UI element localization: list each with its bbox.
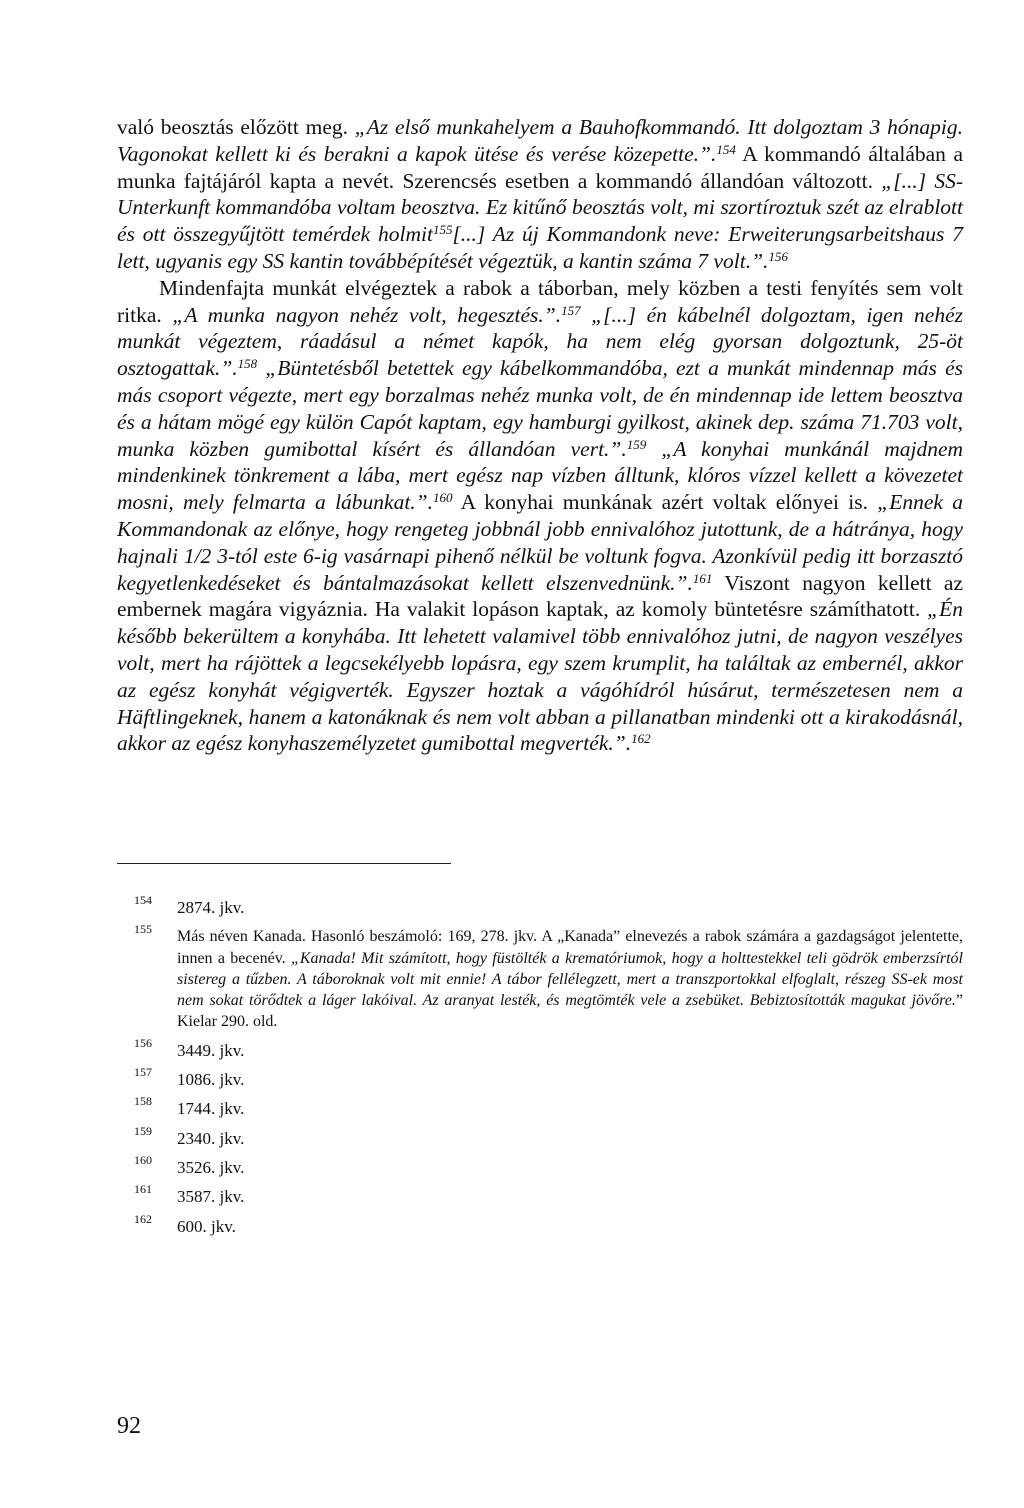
footnote-text: Más néven Kanada. Hasonló beszámoló: 169, 278. jkv. A „Kanada” elnevezés a rabok számára a gazdagságot jelentette, innen a becenév. <box>177 928 963 967</box>
footnotes <box>117 893 963 1245</box>
footnote-number: 158 <box>134 1094 152 1109</box>
text-run: való beosztás előzött meg. <box>117 115 355 139</box>
footnote-157 <box>117 1065 963 1091</box>
footnote-ref-156: 156 <box>768 248 788 264</box>
footnote-156 <box>117 1035 963 1062</box>
page-number: 92 <box>117 1413 141 1439</box>
footnote-quote: „Kanada! Mit számított, hogy füstölték a krematóriumok, hogy a holttestekkel teli gödrök emberzsírtól sistereg a tűzben. A táboroknak volt mit ennie! A tábor fellélegzett, mert a transzportokkal elfoglalt, részeg SS-ek most nem sokat törődtek a láger lakóival. Az aranyat lesték, és megtömték vele a zsebüket. Bebiztosították magukat jövőre. <box>177 949 963 1010</box>
footnote-text: ” Kielar 290. old. <box>177 992 963 1031</box>
footnote-text: 1086. jkv. <box>177 1070 245 1090</box>
quote-run: „Büntetésből betettek egy kábelkommandóba, ezt a munkát mindennap más és más csoport végezte, mert egy borzalmas nehéz munka volt, de én mindennap ide lettem beosztva és a hátam mögé egy külön Capót kaptam, egy hamburgi gyilkost, akinek dep. száma 71.703 volt, munka közben gumibottal kísért és állandóan vert.”. <box>117 356 963 461</box>
footnote-ref-155: 155 <box>432 222 453 238</box>
text-run: Mindenfajta munkát elvégeztek a rabok a táborban, mely közben a testi fenyítés sem volt ritka. <box>117 275 963 327</box>
footnote-ref-157: 157 <box>561 302 581 318</box>
footnote-154 <box>117 893 963 919</box>
footnote-number: 161 <box>134 1182 152 1197</box>
footnote-162 <box>117 1211 963 1238</box>
footnote-155 <box>117 922 963 1032</box>
footnote-number: 157 <box>134 1065 152 1080</box>
footnote-161 <box>117 1182 963 1208</box>
footnote-separator <box>117 863 451 864</box>
quote-run: „A munka nagyon nehéz volt, hegesztés.”. <box>172 302 562 327</box>
paragraph-1 <box>117 114 963 275</box>
footnote-number: 155 <box>134 922 152 937</box>
quote-run: [...] Az új Kommandonk neve: Erweiterungsarbeitshaus 7 lett, ugyanis egy SS kantin továbbépítését végeztük, a kantin száma 7 volt.”. <box>117 222 964 273</box>
footnote-text: 2874. jkv. <box>177 898 245 917</box>
footnote-text: 3587. jkv. <box>177 1187 245 1207</box>
footnote-ref-154: 154 <box>716 141 736 157</box>
footnote-number: 162 <box>134 1211 152 1226</box>
quote-run: „Az első munkahelyem a Bauhofkommandó. Itt dolgoztam 3 hónapig. Vagonokat kellett ki és berakni a kapok ütése és verése közepette.”. <box>117 115 963 166</box>
footnote-ref-158: 158 <box>237 356 258 372</box>
footnote-ref-159: 159 <box>626 436 647 452</box>
footnote-ref-162: 162 <box>631 731 651 747</box>
footnote-text: 600. jkv. <box>177 1216 236 1236</box>
footnote-number: 159 <box>134 1123 152 1138</box>
footnote-ref-161: 161 <box>692 570 713 586</box>
quote-run: „Én később bekerültem a konyhába. Itt lehetett valamivel több ennivalóhoz jutni, de nagyon veszélyes volt, mert ha rájöttek a legcsekélyebb lopásra, egy szem krumplit, ha találtak az embernél, akkor az egész konyhát végigverték. Egyszer hoztak a vágóhídról húsárut, természetesen nem a Häftlingeknek, hanem a katonáknak és nem volt abban a pillanatban mindenki ott a kirakodásnál, akkor az egész konyhaszemélyzetet gumibottal megverték.”. <box>117 597 963 756</box>
footnote-text: 2340. jkv. <box>177 1128 245 1148</box>
footnote-text: 3526. jkv. <box>177 1157 245 1177</box>
main-text <box>117 114 963 757</box>
footnote-160 <box>117 1152 963 1179</box>
footnote-158 <box>117 1094 963 1120</box>
quote-run: „Ennek a Kommandonak az előnye, hogy rengeteg jobbnál jobb ennivalóhoz jutottunk, de a hátránya, hogy hajnali 1/2 3-tól este 6-ig vasárnapi pihenő nélkül be voltunk fogva. Azonkívül pedig itt borzasztó kegyetlenkedéseket és bántalmazásokat kellett elszenvednünk.”. <box>117 490 963 595</box>
quote-run: „[...] SS-Unterkunft kommandóba voltam beosztva. Ez kitűnő beosztás volt, mi szortíroztuk szét az elrablott és ott összegyűjtött temérdek holmit <box>117 168 964 247</box>
quote-run: „A konyhai munkánál majdnem mindenkinek tönkrement a lába, mert egész nap vízben álltunk, klóros vízzel kellett a kövezetet mosni, mely felmarta a lábunkat.”. <box>117 436 964 515</box>
footnote-text: 3449. jkv. <box>177 1040 245 1060</box>
footnote-text: 1744. jkv. <box>177 1099 245 1119</box>
footnote-number: 154 <box>134 893 152 907</box>
text-run: A kommandó általában a munka fajtájáról kapta a nevét. Szerencsés esetben a kommandó állandóan változott. <box>117 141 963 193</box>
paragraph-2 <box>117 275 963 757</box>
footnote-number: 160 <box>134 1152 152 1167</box>
text-run: A konyhai munkának azért voltak előnyei is. <box>452 490 878 515</box>
quote-run: „[...] én kábelnél dolgoztam, igen nehéz munkát végeztem, ráadásul a német kapók, ha nem elég gyorsan dolgoztunk, 25-öt osztogattak.”. <box>117 302 964 381</box>
footnote-159 <box>117 1123 963 1150</box>
text-run: Viszont nagyon kellett az embernek magára vigyáznia. Ha valakit lopáson kaptak, az komoly büntetésre számíthatott. <box>117 570 964 622</box>
footnote-ref-160: 160 <box>433 490 453 506</box>
footnote-number: 156 <box>134 1035 152 1050</box>
